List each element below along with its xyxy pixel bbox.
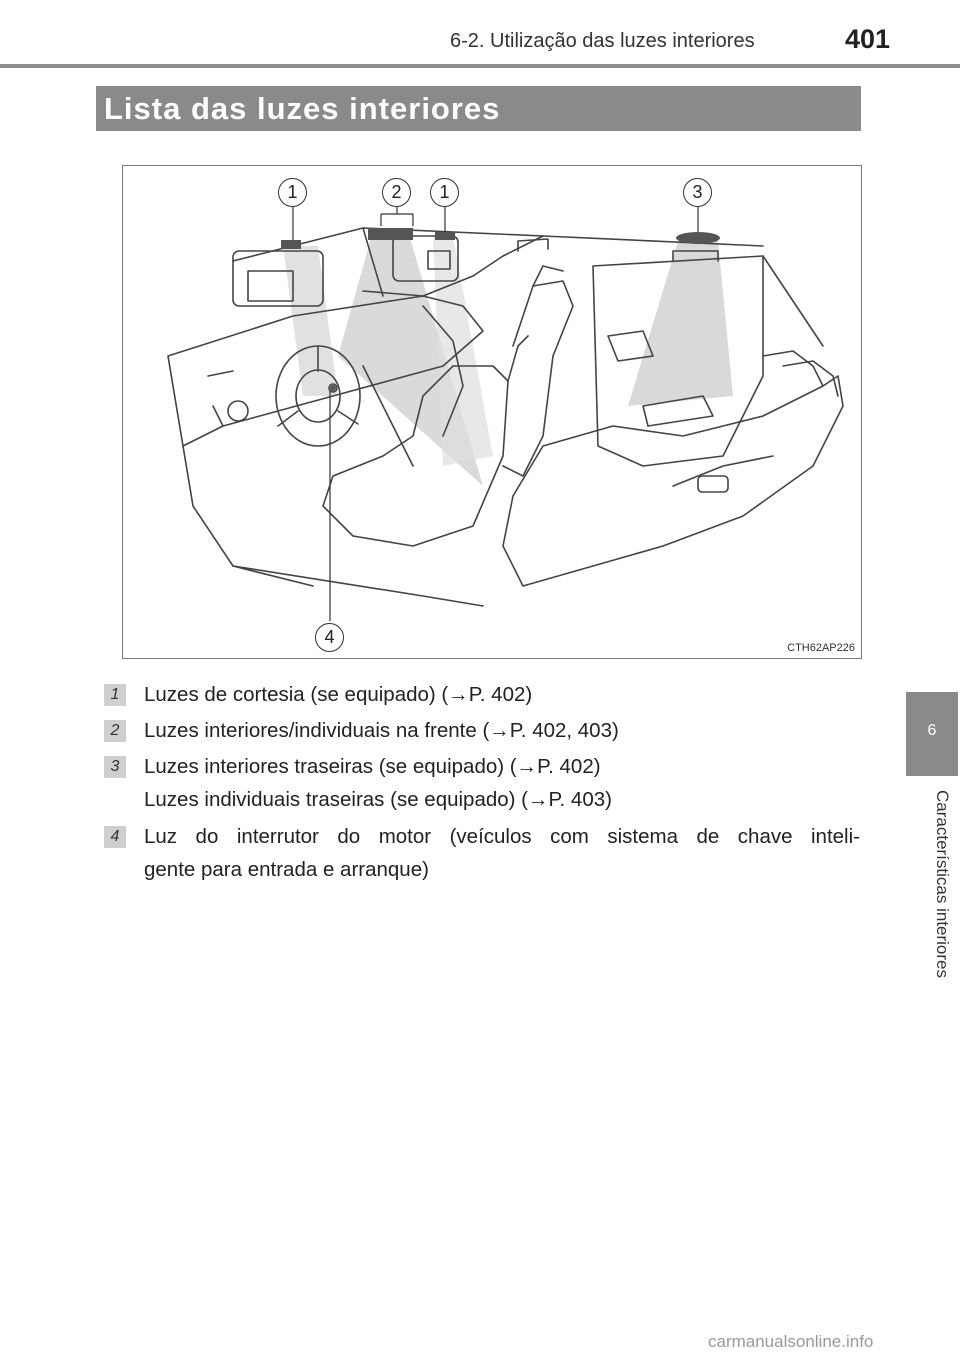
header-rule	[0, 64, 960, 68]
courtesy-light-left	[281, 240, 301, 249]
chapter-tab	[906, 692, 958, 776]
callout-3: 3	[683, 178, 712, 207]
light-beam-center-right	[433, 236, 493, 466]
engine-switch-light	[330, 385, 336, 391]
item-text: Luzes interiores traseiras (se equipado) (→P. 402)	[144, 755, 601, 778]
item-text: Luzes de cortesia (se equipado) (→P. 402)	[144, 683, 533, 706]
section-title: Lista das luzes interiores	[104, 91, 501, 126]
callout-1-right: 1	[430, 178, 459, 207]
interior-lights-figure	[122, 165, 862, 659]
item-text: Luzes individuais traseiras (se equipado) (→P. 403)	[144, 788, 612, 811]
item-text: Luz do interrutor do motor (veículos com sistema de chave inteli-	[144, 825, 860, 848]
front-personal-lights	[368, 228, 413, 240]
watermark: carmanualsonline.info	[708, 1332, 874, 1351]
passenger-seat	[503, 281, 573, 476]
car-interior-illustration	[123, 166, 861, 658]
item-number-badge: 4	[104, 826, 126, 848]
callout-2: 2	[382, 178, 411, 207]
callout-1-left: 1	[278, 178, 307, 207]
item-text: Luzes interiores/individuais na frente (→P. 402, 403)	[144, 719, 619, 742]
item-number-badge: 1	[104, 684, 126, 706]
rear-seat	[503, 376, 843, 586]
rear-interior-light	[676, 232, 720, 244]
item-number-badge: 2	[104, 720, 126, 742]
figure-code: CTH62AP226	[787, 642, 855, 654]
chapter-label: Características interiores	[933, 790, 952, 979]
item-number-badge: 3	[104, 756, 126, 778]
light-beam-rear	[628, 241, 733, 406]
header-section-title: 6-2. Utilização das luzes interiores	[450, 30, 755, 52]
item-text: gente para entrada e arranque)	[144, 858, 429, 881]
chapter-number: 6	[927, 722, 937, 739]
courtesy-light-right	[435, 232, 455, 240]
page-number: 401	[845, 24, 891, 54]
callout-4: 4	[315, 623, 344, 652]
section-title-bar	[96, 86, 861, 131]
